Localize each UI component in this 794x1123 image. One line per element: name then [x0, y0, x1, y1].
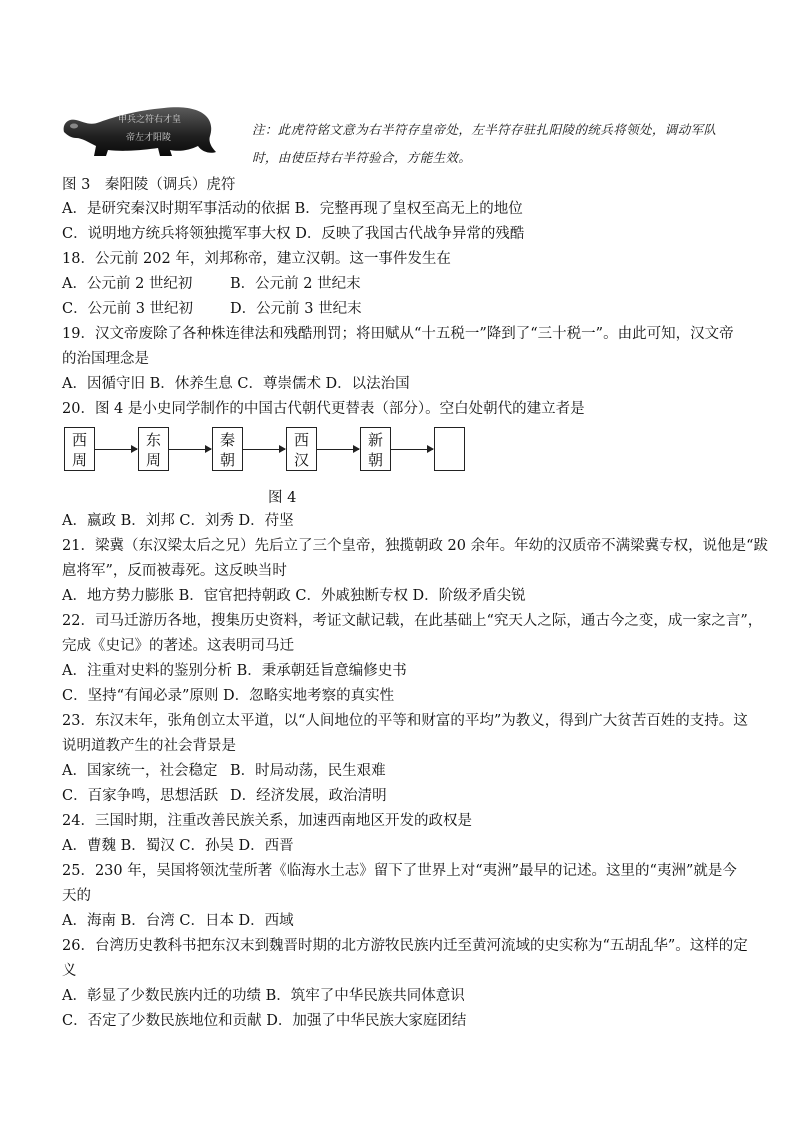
- q19-options: A．因循守旧 B．休养生息 C．尊崇儒术 D．以法治国: [62, 376, 410, 392]
- q18-option-a: A．公元前 2 世纪初: [62, 276, 193, 292]
- q17-option-ab: A．是研究秦汉时期军事活动的依据 B．完整再现了皇权至高无上的地位: [62, 201, 523, 217]
- q17-option-cd: C．说明地方统兵将领独揽军事大权 D．反映了我国古代战争异常的残酷: [62, 226, 525, 242]
- dynasty-box-eastern-zhou: 东 周: [138, 427, 169, 471]
- q25-stem: 25．230 年，吴国将领沈莹所著《临海水土志》留下了世界上对“夷洲”最早的记述。这里的“夷洲”就是今: [62, 863, 737, 879]
- q18-option-c: C．公元前 3 世纪初: [62, 301, 194, 317]
- arrow-right-icon: [95, 449, 137, 450]
- q18-option-row-1: [62, 274, 361, 294]
- figure-3-caption: 图 3 秦阳陵（调兵）虎符: [62, 177, 236, 193]
- q23-stem-cont: 说明道教产生的社会背景是: [62, 738, 236, 754]
- q19-stem-cont: 的治国理念是: [62, 351, 149, 367]
- q22-option-ab: A．注重对史料的鉴别分析 B．秉承朝廷旨意编修史书: [62, 663, 407, 679]
- arrow-right-icon: [243, 449, 285, 450]
- q20-options: A．嬴政 B．刘邦 C．刘秀 D．苻坚: [62, 513, 294, 529]
- q23-option-c: C．百家争鸣，思想活跃: [62, 788, 219, 804]
- q25-stem-cont: 天的: [62, 888, 91, 904]
- q23-option-row-2: [62, 786, 387, 806]
- q26-stem: 26．台湾历史教科书把东汉末到魏晋时期的北方游牧民族内迁至黄河流域的史实称为“五胡乱华”。这样的定: [62, 938, 748, 954]
- dynasty-box-qin: 秦 朝: [212, 427, 243, 471]
- q26-option-ab: A．彰显了少数民族内迁的功绩 B．筑牢了中华民族共同体意识: [62, 988, 465, 1004]
- dynasty-box-western-han: 西 汉: [286, 427, 317, 471]
- q26-stem-cont: 义: [62, 963, 77, 979]
- q21-options: A．地方势力膨胀 B．宦官把持朝政 C．外戚独断专权 D．阶级矛盾尖锐: [62, 588, 526, 604]
- dynasty-box-xin: 新 朝: [360, 427, 391, 471]
- figure-4-caption: 图 4: [268, 490, 297, 506]
- q23-option-d: D．经济发展，政治清明: [230, 788, 387, 804]
- q23-option-a: A．国家统一，社会稳定: [62, 763, 218, 779]
- arrow-right-icon: [317, 449, 359, 450]
- q21-stem: 21．梁冀（东汉梁太后之兄）先后立了三个皇帝，独揽朝政 20 余年。年幼的汉质帝不满梁冀专权，说他是“跋: [62, 538, 769, 554]
- q18-option-d: D．公元前 3 世纪末: [230, 301, 362, 317]
- tiger-tally-image: [60, 96, 220, 166]
- q24-stem: 24．三国时期，注重改善民族关系，加速西南地区开发的政权是: [62, 813, 472, 829]
- q21-stem-cont: 扈将军”，反而被毒死。这反映当时: [62, 563, 287, 579]
- tally-inscription-2: 帝左才阳陵: [126, 133, 172, 143]
- q22-option-cd: C．坚持“有闻必录”原则 D．忽略实地考察的真实性: [62, 688, 395, 704]
- q18-stem: 18．公元前 202 年，刘邦称帝，建立汉朝。这一事件发生在: [62, 251, 451, 267]
- q19-stem: 19．汉文帝废除了各种株连律法和残酷刑罚；将田赋从“十五税一”降到了“三十税一”。由此可知，汉文帝: [62, 326, 734, 342]
- q22-stem-cont: 完成《史记》的著述。这表明司马迁: [62, 638, 294, 654]
- q18-option-b: B．公元前 2 世纪末: [230, 276, 361, 292]
- figure-3-note: 注：此虎符铭文意为右半符存皇帝处，左半符存驻扎阳陵的统兵将领处，调动军队时，由使臣持右半符验合，方能生效。: [252, 122, 717, 165]
- q22-stem: 22．司马迁游历各地，搜集历史资料，考证文献记载，在此基础上“究天人之际，通古今之变，成一家之言”，: [62, 613, 763, 629]
- arrow-right-icon: [391, 449, 433, 450]
- q18-option-row-2: [62, 299, 362, 319]
- dynasty-box-western-zhou: 西 周: [64, 427, 95, 471]
- q23-option-b: B．时局动荡，民生艰难: [230, 763, 386, 779]
- tally-inscription: 甲兵之符右才皇: [118, 115, 182, 125]
- q26-option-cd: C．否定了少数民族地位和贡献 D．加强了中华民族大家庭团结: [62, 1013, 467, 1029]
- q25-options: A．海南 B．台湾 C．日本 D．西域: [62, 913, 294, 929]
- q24-options: A．曹魏 B．蜀汉 C．孙吴 D．西晋: [62, 838, 294, 854]
- dynasty-flow-chart: [64, 427, 484, 475]
- q23-stem: 23．东汉末年，张角创立太平道，以“人间地位的平等和财富的平均”为教义，得到广大贫苦百姓的支持。这: [62, 713, 748, 729]
- q23-option-row-1: [62, 761, 386, 781]
- dynasty-box-blank: [434, 427, 465, 471]
- q20-stem: 20．图 4 是小史同学制作的中国古代朝代更替表（部分）。空白处朝代的建立者是: [62, 401, 585, 417]
- arrow-right-icon: [169, 449, 211, 450]
